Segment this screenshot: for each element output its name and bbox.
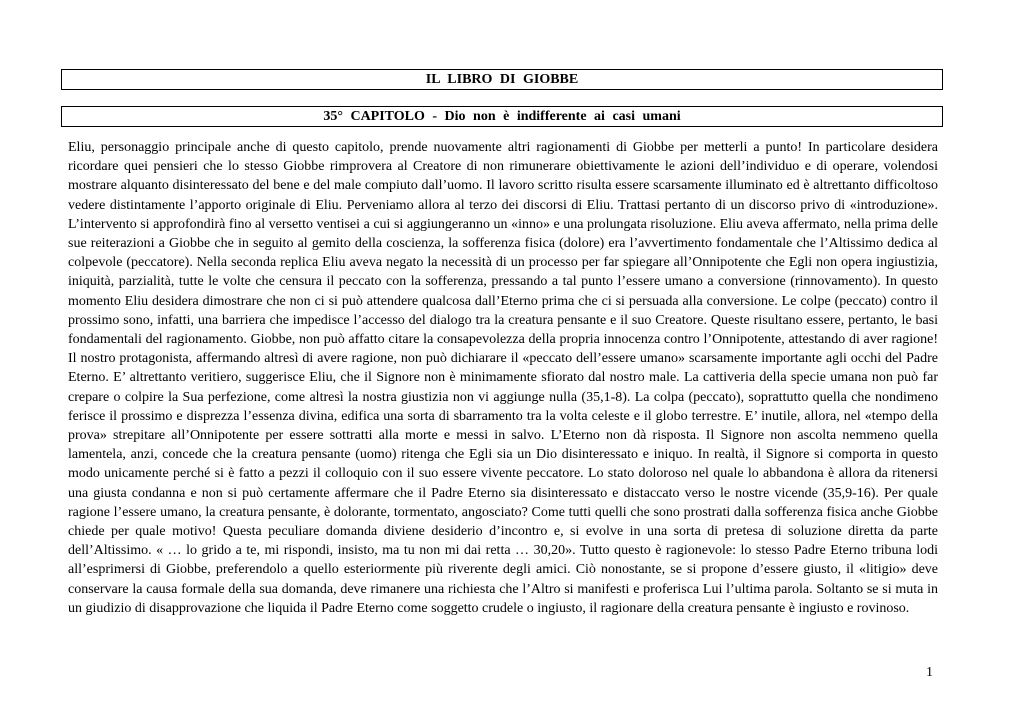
page-number: 1 <box>926 665 933 680</box>
body-paragraph: Eliu, personaggio principale anche di questo capitolo, prende nuovamente altri ragionamenti di Giobbe per metterli a punto! In particolare desidera ricordare quei pensieri che lo stesso Giobbe rimprovera al Creatore di non rimunerare obiettivamente le azioni dell’individuo e di operare, volendosi mostrare alquanto disinteressato del bene e del male compiuto dall’uomo. Il lavoro scritto risulta essere scarsamente illuminato ed è altrettanto difficoltoso vedere distintamente l’apporto originale di Eliu. Perveniamo allora al terzo dei discorsi di Eliu. Trattasi pertanto di un discorso privo di «introduzione». L’intervento si approfondirà fino al versetto ventisei a cui si aggiungeranno un «inno» e una prolungata risoluzione. Eliu aveva affermato, nella prima delle sue reiterazioni a Giobbe che in seguito al gemito della coscienza, la sofferenza fisica (dolore) era l’avvertimento fondamentale che l’Altissimo dedica al colpevole (peccatore). Nella seconda replica Eliu aveva negato la necessità di un processo per far spiegare all’Onnipotente che Egli non opera ingiustizia, iniquità, parzialità, tutte le volte che censura il peccato con la sofferenza, pressando a tal punto l’essere umano a conversione (rinnovamento). In questo momento Eliu desidera dimostrare che non ci si può attendere qualcosa dall’Eterno prima che ci si persuada alla conversione. Le colpe (peccato) contro il prossimo sono, infatti, una barriera che impedisce l’accesso del dialogo tra la creatura pensante e il suo Creatore. Queste risultano essere, pertanto, le basi fondamentali del ragionamento. Giobbe, non può affatto citare la consapevolezza della propria innocenza contro l’Onnipotente, attestando di aver ragione! Il nostro protagonista, affermando altresì di avere ragione, non può dichiarare il «peccato dell’essere umano» scarsamente importante agli occhi del Padre Eterno. E’ altrettanto veritiero, suggerisce Eliu, che il Signore non è minimamente sfiorato dal nostro male. La cattiveria della specie umana non può far crepare o colpire la Sua perfezione, come altresì la nostra giustizia non vi aggiunge nulla (35,1-8). La colpa (peccato), soprattutto quella che nondimeno ferisce il prossimo e disprezza l’essenza divina, edifica una sorta di sbarramento tra la volta celeste e il globo terrestre. E’ inutile, allora, nel «tempo della prova» strepitare all’Onnipotente per essere sottratti alla morte e messi in salvo. L’Eterno non dà risposta. Il Signore non ascolta nemmeno quella lamentela, anzi, concede che la creatura pensante (uomo) ritenga che Egli sia un Dio disinteressato e iniquo. In realtà, il Signore si comporta in questo modo unicamente perché si è fatto a pezzi il colloquio con il suo essere vivente peccatore. Lo stato doloroso nel quale lo abbandona è allora da ritenersi una giusta condanna e non si può certamente affermare che il Padre Eterno sia disinteressato e distaccato verso le nostre vicende (35,9-16). Per quale ragione l’essere umano, la creatura pensante, è dolorante, tormentato, angosciato? Come tutti quelli che sono prostrati dalla sofferenza fisica anche Giobbe chiede per quale motivo! Questa peculiare domanda diviene desiderio d’incontro e, si evolve in una sorta di pretesa di soluzione diretta da parte dell’Altissimo. « … lo grido a te, mi rispondi, insisto, ma tu non mi dai retta … 30,20». Tutto questo è ragionevole: lo stesso Padre Eterno tribuna lodi all’esprimersi di Giobbe, preferendolo a quello esteriormente più riverente degli amici. Ciò nonostante, se si propone d’essere giusto, il «litigio» deve conservare la causa formale della sua domanda, deve rimanere una richiesta che l’Altro si manifesti e proferisca Lui l’ultima parola. Soltanto se si muta in un giudizio di disapprovazione che liquida il Padre Eterno come soggetto crudele o ingiusto, il ragionare della creatura pensante è ingiusto e rovinoso. <box>68 140 938 616</box>
book-title: IL LIBRO DI GIOBBE <box>61 69 943 90</box>
chapter-title: 35° CAPITOLO - Dio non è indifferente ai casi umani <box>61 106 943 127</box>
